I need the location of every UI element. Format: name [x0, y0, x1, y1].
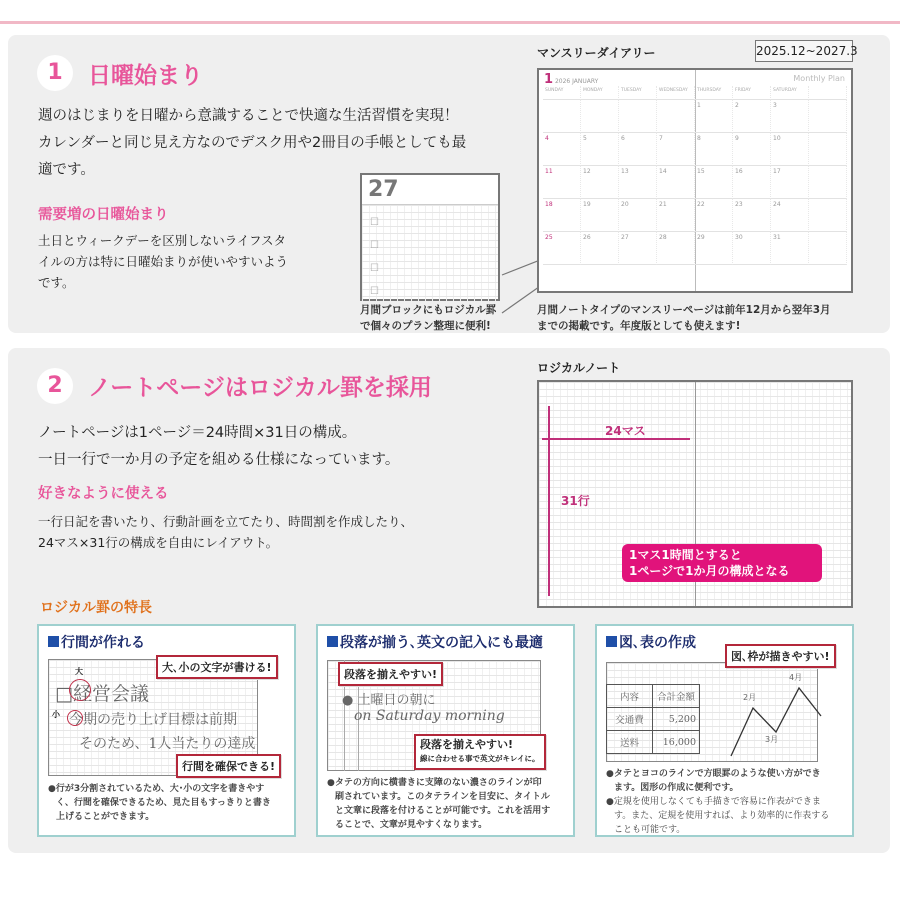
calendar-day: 12 [581, 166, 619, 199]
calendar-day: 7 [657, 133, 695, 166]
calendar-day: 15 [695, 166, 733, 199]
calendar-day: 26 [581, 232, 619, 265]
calendar-day: 19 [581, 199, 619, 232]
calendar-day: 4 [543, 133, 581, 166]
calendar-day: 2 [733, 100, 771, 133]
feature-card-charts: 図､表の作成 内容 合計金額 交通費 5,200 送料 16,000 2月 3月 4月 図､枠が描きやすい! ●タテとヨコのラインで方眼罫のような使い方ができ ます。図形の作成に便利です。 ●定規を使用しなくても手描きで容易に作表ができま す。また、定規を使用すれば、より効率的に作表する ことも可能です。 [595, 624, 854, 837]
calendar-day: 1 [695, 100, 733, 133]
calendar-day [809, 133, 847, 166]
calendar-day: 22 [695, 199, 733, 232]
monthly-caption: 月間ノートタイプのマンスリーページは前年12月から翌年3月 までの掲載です。年度版としても使えます! [537, 304, 831, 332]
section-number: 2 [37, 368, 73, 404]
calendar-day: 16 [733, 166, 771, 199]
section-body: 週のはじまりを日曜から意識することで快適な生活習慣を実現！ カレンダーと同じ見え方なのでデスク用や2冊目の手帳としても最 適です。 [38, 108, 467, 178]
section-body: ノートページは1ページ＝24時間×31日の構成。 一日一行で一か月の予定を組める仕様になっています。 [38, 425, 400, 468]
weekday-header: WEDNESDAY [657, 86, 695, 100]
calendar-day: 6 [619, 133, 657, 166]
calendar-day: 29 [695, 232, 733, 265]
calendar-day [809, 232, 847, 265]
feature-card-paragraph: 段落が揃う､英文の記入にも最適 ● 土曜日の朝に on Saturday morning 段落を揃えやすい! 段落を揃えやすい! 線に合わせる事で英文がキレイに。 ●タテの方向に横書きに支障のない濃さのラインが印 刷されています。このタテラインを目安に、タイトル と文章に段落を付けることが可能です。これを活用す ることで、文章が見やすくなります。 [316, 624, 575, 837]
calendar-day [619, 100, 657, 133]
subtext: 土日とウィークデーを区別しないライフスタ イルの方は特に日曜始まりが使いやすいよう です。 [38, 233, 289, 290]
calendar-day: 14 [657, 166, 695, 199]
calendar-day: 17 [771, 166, 809, 199]
weekday-header: THURSDAY [695, 86, 733, 100]
calendar-day [543, 100, 581, 133]
calendar-day: 9 [733, 133, 771, 166]
weekday-header: FRIDAY [733, 86, 771, 100]
calendar-day: 28 [657, 232, 695, 265]
calendar-day: 25 [543, 232, 581, 265]
calendar-day [581, 100, 619, 133]
calendar-day [809, 100, 847, 133]
feature-card-line-spacing: 行間が作れる 大 小 □経営会議 今期の売り上げ目標は前期 そのため、1人当たりの達成 大､小の文字が書ける! 行間を確保できる! ●行が3分割されているため、大･小の文字を書きやす く、行間を確保できるため、見た目もすっきりと書き 上げることができます。 [37, 624, 296, 837]
weekday-header: SUNDAY [543, 86, 581, 100]
calendar-day: 5 [581, 133, 619, 166]
calendar-day: 13 [619, 166, 657, 199]
date-range-badge: 2025.12~2027.3 [755, 40, 853, 62]
calendar-day: 10 [771, 133, 809, 166]
month-block-zoom: 27 ☐ ☐ ☐ ☐ [360, 173, 500, 301]
weekday-header [809, 86, 847, 100]
weekday-header: SATURDAY [771, 86, 809, 100]
sample-table: 内容 合計金額 交通費 5,200 送料 16,000 [606, 684, 700, 754]
section-title: ノートページはロジカル罫を採用 [88, 375, 432, 401]
monthly-calendar: 1 2026 JANUARY Monthly Plan SUNDAY MONDAY TUESDAY WEDNESDAY THURSDAY FRIDAY SATURDAY 1 2 3 4 5 6 7 8 9 10 11 12 13 14 15 16 17 18 19 20 21 22 23 24 25 26 27 28 29 30 31 [537, 68, 853, 293]
note-label: ロジカルノート [537, 361, 621, 375]
features-heading: ロジカル罫の特長 [40, 600, 152, 616]
calendar-day [657, 100, 695, 133]
calendar-day: 30 [733, 232, 771, 265]
top-divider [0, 21, 900, 24]
weekday-header: MONDAY [581, 86, 619, 100]
calendar-day: 21 [657, 199, 695, 232]
callout-badge: 1マス1時間とすると 1ページで1か月の構成となる [622, 544, 822, 582]
calendar-day [809, 199, 847, 232]
block-caption: 月間ブロックにもロジカル罫 で個々のプラン整理に便利! [360, 304, 497, 332]
calendar-day: 8 [695, 133, 733, 166]
sample-line-chart [727, 676, 822, 761]
calendar-day: 3 [771, 100, 809, 133]
calendar-day: 31 [771, 232, 809, 265]
weekday-header: TUESDAY [619, 86, 657, 100]
calendar-day: 27 [619, 232, 657, 265]
section-title: 日曜始まり [88, 63, 203, 89]
calendar-day: 11 [543, 166, 581, 199]
section-number: 1 [37, 55, 73, 91]
calendar-day: 18 [543, 199, 581, 232]
calendar-day: 24 [771, 199, 809, 232]
subheading: 好きなように使える [38, 486, 169, 502]
checkbox-list: ☐ ☐ ☐ ☐ [362, 205, 498, 303]
subheading: 需要増の日曜始まり [38, 207, 169, 223]
logical-note-page: 24マス 31行 1マス1時間とすると 1ページで1か月の構成となる [537, 380, 853, 608]
calendar-day: 20 [619, 199, 657, 232]
subtext: 一行日記を書いたり、行動計画を立てたり、時間割を作成したり、 24マス×31行の構成を自由にレイアウト。 [38, 514, 414, 550]
monthly-label: マンスリーダイアリー [537, 46, 656, 60]
calendar-day: 23 [733, 199, 771, 232]
calendar-day [809, 166, 847, 199]
